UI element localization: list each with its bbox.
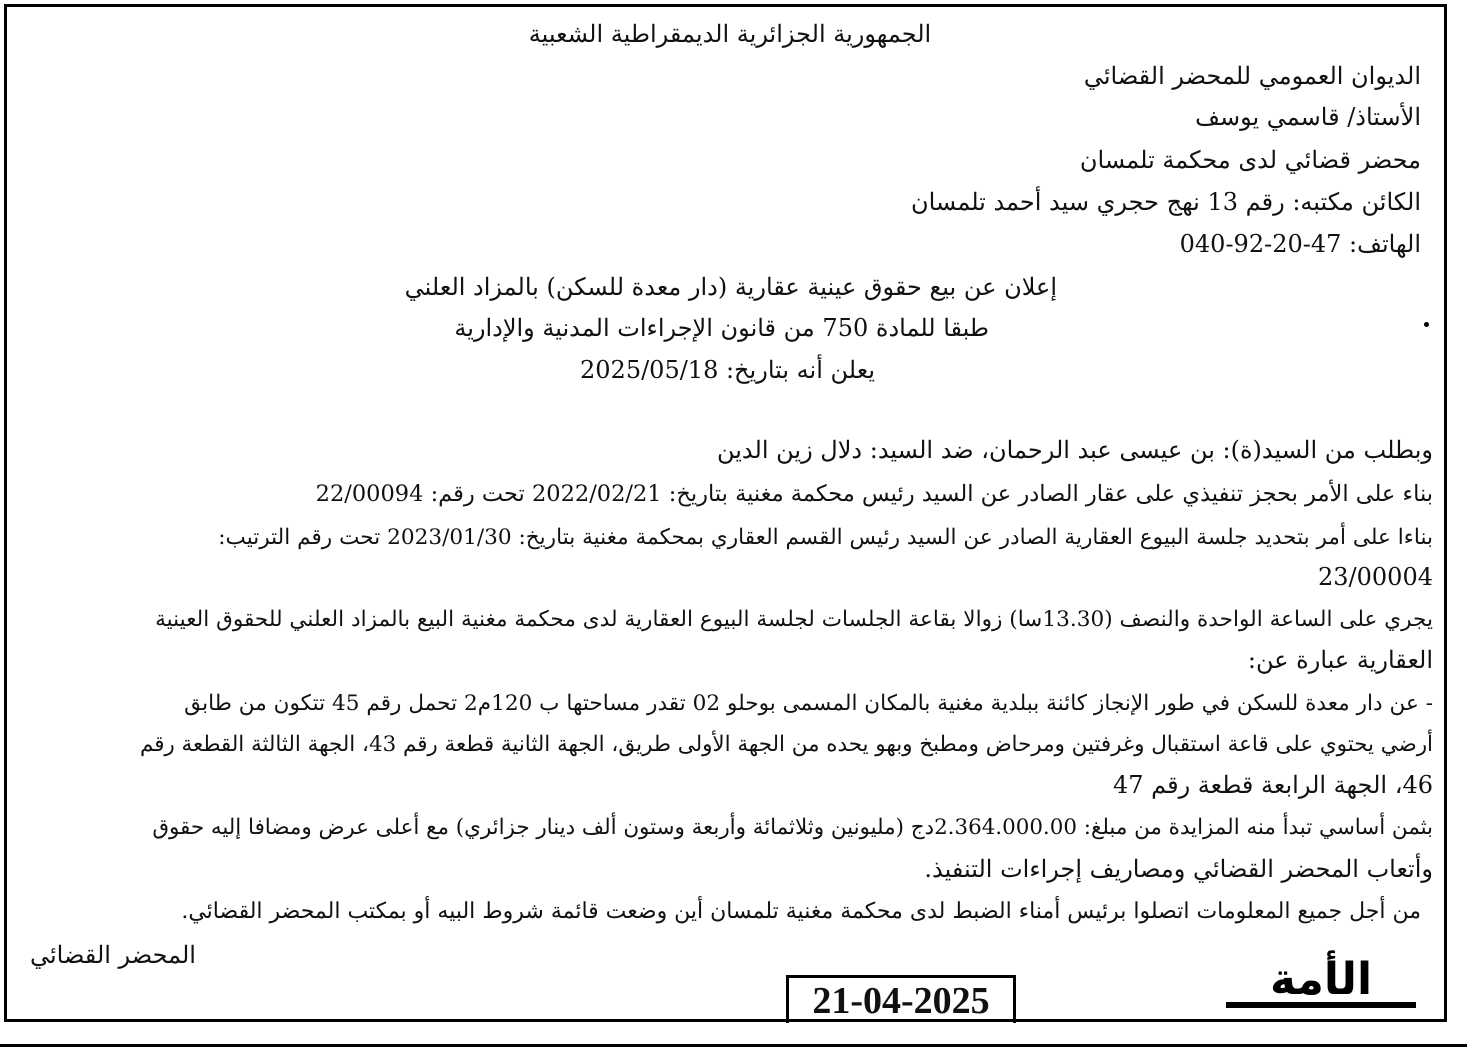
body-line-1: وبطلب من السيد(ة): بن عيسى عبد الرحمان، ضد السيد: دلال زين الدين [716, 436, 1433, 464]
stray-mark [1424, 322, 1429, 327]
body-line-6: العقارية عبارة عن: [1247, 646, 1433, 674]
body-line-8: أرضي يحتوي على قاعة استقبال وغرفتين ومرحاض ومطبخ وبهو يحده من الجهة الأولى طريق، الجهة الثانية قطعة رقم 43، الجهة الثالثة القطعة رقم [139, 732, 1433, 757]
body-line-4: 23/00004 [1318, 563, 1433, 591]
office-address: الكائن مكتبه: رقم 13 نهج حجري سيد أحمد تلمسان [910, 188, 1421, 216]
office-phone: الهاتف: 47-20-92-040 [1179, 230, 1421, 258]
office-name: الديوان العمومي للمحضر القضائي [1083, 62, 1421, 90]
signature: المحضر القضائي [30, 941, 196, 969]
body-line-12: من أجل جميع المعلومات اتصلوا برئيس أمناء الضبط لدى محكمة مغنية تلمسان أين وضعت قائمة شروط البيه أو بمكتب المحضر القضائي. [181, 899, 1421, 924]
publication-date: 21-04-2025 [786, 975, 1016, 1023]
attorney-name: الأستاذ/ قاسمي يوسف [1195, 103, 1421, 131]
court-name: محضر قضائي لدى محكمة تلمسان [1079, 146, 1421, 174]
body-line-10: بثمن أساسي تبدأ منه المزايدة من مبلغ: 2.364.000.00دج (مليونين وثلاثمائة وأربعة وستون ألف دينار جزائري) مع أعلى عرض ومضافا إليه حقوق [152, 815, 1433, 840]
body-line-3: بناءا على أمر بتحديد جلسة البيوع العقارية الصادر عن السيد رئيس القسم العقاري بمحكمة مغنية بتاريخ: 2023/01/30 تحت رقم الترتيب: [218, 525, 1433, 550]
body-line-2: بناء على الأمر بحجز تنفيذي على عقار الصادر عن السيد رئيس محكمة مغنية بتاريخ: 2022/02/21 تحت رقم: 22/00094 [315, 481, 1433, 507]
bottom-rule [0, 1044, 1467, 1047]
republic-heading: الجمهورية الجزائرية الديمقراطية الشعبية [528, 20, 932, 48]
body-line-11: وأتعاب المحضر القضائي ومصاريف إجراءات التنفيذ. [924, 855, 1433, 883]
announcement-title: إعلان عن بيع حقوق عينية عقارية (دار معدة للسكن) بالمزاد العلني [404, 273, 1057, 301]
body-line-5: يجري على الساعة الواحدة والنصف (13.30سا) زوالا بقاعة الجلسات لجلسة البيوع العقارية لدى محكمة مغنية البيع بالمزاد العلني للحقوق العينية [155, 607, 1433, 632]
announce-date: يعلن أنه بتاريخ: 2025/05/18 [580, 356, 875, 384]
body-line-7: - عن دار معدة للسكن في طور الإنجاز كائنة ببلدية مغنية بالمكان المسمى بوحلو 02 تقدر مساحتها ب 120م2 تحمل رقم 45 تتكون من طابق [184, 691, 1433, 716]
newspaper-logo: الأمة [1226, 958, 1416, 1008]
legal-basis: طبقا للمادة 750 من قانون الإجراءات المدنية والإدارية [454, 314, 989, 342]
body-line-9: 46، الجهة الرابعة قطعة رقم 47 [1112, 771, 1433, 799]
